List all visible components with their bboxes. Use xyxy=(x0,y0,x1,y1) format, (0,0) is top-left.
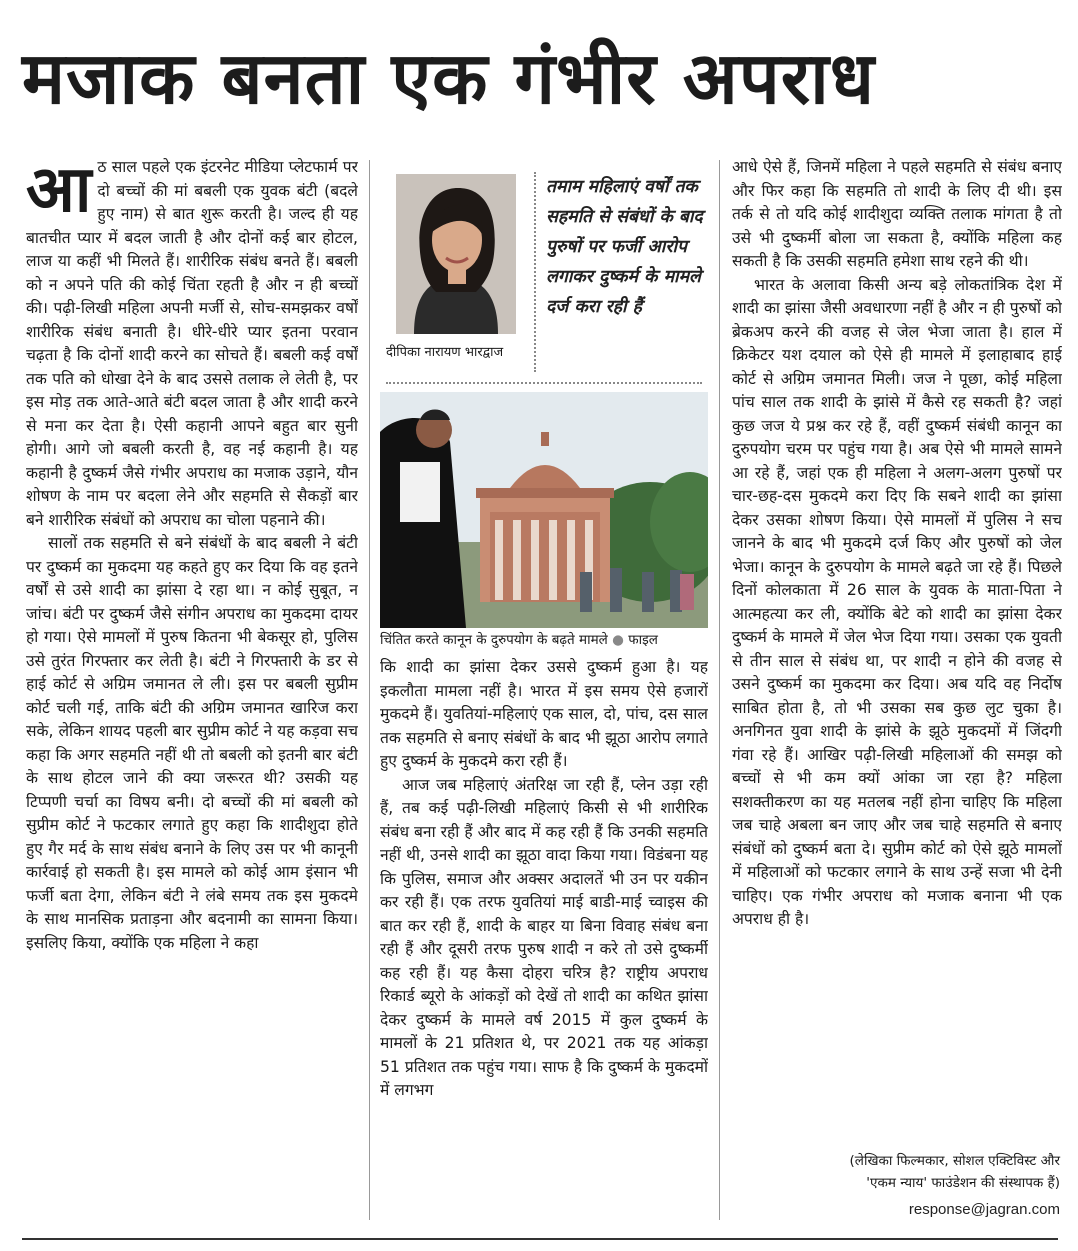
article-paragraph: कि शादी का झांसा देकर उससे दुष्कर्म हुआ है। यह इकलौता मामला नहीं है। भारत में इस समय ऐसे हजारों मुकदमे हैं। युवतियां-महिलाएं एक साल, दो, पांच, दस साल तक सहमति से बनाए संबंधों के बाद भी झूठा आरोप लगाते हुए दुष्कर्म के मुकदमे करा रही हैं। xyxy=(380,658,708,770)
byline-line-1: (लेखिका फिल्मकार, सोशल एक्टिविस्ट और xyxy=(849,1153,1060,1169)
bullet-icon: ● xyxy=(612,632,624,648)
article-column-3 xyxy=(732,156,1062,1196)
portrait-image xyxy=(396,174,516,334)
author-portrait xyxy=(396,174,516,334)
pullquote-box xyxy=(386,168,702,384)
article-paragraph: आठ साल पहले एक इंटरनेट मीडिया प्लेटफार्म पर दो बच्चों की मां बबली एक युवक बंटी (बदले हुए नाम) से बात शुरू करती है। जल्द ही यह बातचीत प्यार में बदल जाती है और दोनों कई बार होटल, लाज या कहीं भी मिलते हैं। शारीरिक संबंध बनते हैं। बबली को न अपने पति की कोई चिंता रहती है और न ही बच्चों की। पढ़ी-लिखी महिला अपनी मर्जी से, सोच-समझकर वर्षों शारीरिक संबंध बनाती है। धीरे-धीरे प्यार इतना परवान चढ़ता है कि दोनों शादी करने का सोचते हैं। बबली कई वर्षों तक पति को धोखा देने के बाद उससे तलाक ले लेती है, पर इस मोड़ तक आते-आते बंटी बदल जाता है और शादी करने से मना कर देता है। ऐसी कहानी आपने बहुत बार सुनी होगी। आगे जो बबली करती है, वह नई कहानी है। यह कहानी है दुष्कर्म जैसे गंभीर अपराध का मजाक उड़ाने, यौन शोषण के नाम पर बदला लेने और सहमति से सैकड़ों बार बने शारीरिक संबंधों को अपराध का चोला पहनाने की। xyxy=(26,156,358,529)
article-photo xyxy=(380,392,708,628)
column-divider xyxy=(719,160,720,1220)
photo-caption xyxy=(380,630,708,650)
portrait-caption: दीपिका नारायण भारद्वाज xyxy=(386,345,504,360)
article-paragraph: आज जब महिलाएं अंतरिक्ष जा रही हैं, प्लेन उड़ा रही हैं, तब कई पढ़ी-लिखी महिलाएं किसी से भी शारीरिक संबंध बना रही हैं और बाद में कह रही हैं कि उनकी सहमति नहीं थी, उनसे शादी का झूठा वादा किया गया। विडंबना यह कि पुलिस, समाज और अक्सर अदालतें भी उन पर यकीन कर रही हैं। एक तरफ युवतियां माई बाडी-माई च्वाइस की बात कर रही हैं, शादी के बाहर या बिना विवाह संबंध बना रही हैं और दूसरी तरफ पुरुष शादी न करे तो उसे दुष्कर्मी कह रही हैं। यह कैसा दोहरा चरित्र है? राष्ट्रीय अपराध रिकार्ड ब्यूरो के आंकड़ों को देखें तो शादी का कथित झांसा देकर दुष्कर्म के मामले वर्ष 2015 में कुल दुष्कर्म के मामलों के 21 प्रतिशत थे, पर 2021 तक यह आंकड़ा 51 प्रतिशत तक पहुंच गया। साफ है कि दुष्कर्म के मुकदमों में लगभग xyxy=(380,775,708,1099)
article-column-2 xyxy=(380,656,708,1222)
article-paragraph: सालों तक सहमति से बने संबंधों के बाद बबली ने बंटी पर दुष्कर्म का मुकदमा यह कहते हुए कर दिया कि वह इतने वर्षों से उसे शादी का झांसा दे रहा था। न कोई सुबूत, न जांच। बंटी पर दुष्कर्म जैसे संगीन अपराध का मुकदमा दायर हो गया। ऐसे मामलों में पुरुष कितना भी बेकसूर हो, पुलिस उसे तुरंत गिरफ्तार कर लेती है। बंटी ने गिरफ्तारी के डर से हाई कोर्ट से अग्रिम जमानत ले ली। इस पर बबली सुप्रीम कोर्ट चली गई, ताकि बंटी की अग्रिम जमानत खारिज करा सके, लेकिन शायद पहली बार सुप्रीम कोर्ट ने यह कड़वा सच कहा कि अगर सहमति नहीं थी तो बबली को इतनी बार बंटी के साथ होटल जाने की क्या जरूरत थी? उसकी यह टिप्पणी चर्चा का विषय बनी। दो बच्चों की मां बबली को सुप्रीम कोर्ट ने फटकार लगाते हुए कहा कि शादीशुदा होते हुए गैर मर्द के साथ संबंध बनाने के लिए उस पर भी कानूनी कार्रवाई हो सकती है। इस मामले को कोई आम इंसान भी फर्जी बता देगा, लेकिन बंटी ने लंबे समय तक इस मुकदमे के साथ मानसिक प्रताड़ना और बदनामी का सामना किया। इसलिए किया, क्योंकि एक महिला ने कहा xyxy=(26,534,358,952)
supreme-court-photo xyxy=(380,392,708,628)
response-email: response@jagran.com xyxy=(908,1201,1060,1218)
byline-line-2: 'एकम न्याय' फाउंडेशन की संस्थापक हैं) xyxy=(866,1175,1060,1191)
drop-cap: आ xyxy=(26,156,92,227)
article-paragraph: भारत के अलावा किसी अन्य बड़े लोकतांत्रिक देश में शादी का झांसा जैसी अवधारणा नहीं है और न ही पुरुषों को ब्रेकअप करने की वजह से जेल भेजा जाता है। हाल में क्रिकेटर यश दयाल को ऐसे ही मामले में इलाहाबाद हाई कोर्ट से अग्रिम जमानत मिली। जज ने पूछा, कोई महिला पांच साल तक शादी के झांसे में कैसे रह सकती है? जहां कुछ जज ये प्रश्न कर रहे हैं, वहीं दुष्कर्म संबंधी कानून का दुरुपयोग चरम पर पहुंच गया है। अब ऐसे भी मामले सामने आ रहे हैं, जहां एक ही महिला ने अलग-अलग पुरुषों पर चार-छह-दस मुकदमे करा दिए कि सबने शादी का झांसा देकर उसका शोषण किया। ऐसे मामलों में पुलिस ने सच जानने के बाद भी मुकदमे दर्ज किए और पुरुषों को जेल भेजा। कानून के दुरुपयोग के मामले बढ़ते जा रहे हैं। पिछले दिनों कोलकाता में 26 साल के युवक के माता-पिता ने आत्महत्या कर ली, क्योंकि बेटे को शादी का झांसा देकर दुष्कर्म के मामले में जेल भेज दिया गया। उसका एक युवती से तीन साल से संबंध था, पर शादी न होने की वजह से उसने दुष्कर्म का मुकदमा कर दिया। अब यदि वह निर्दोष साबित होता है, तो भी उसका सब कुछ लुट चुका है। अनगिनत युवा शादी के झांसे के झूठे मुकदमों में जिंदगी गंवा रहे हैं। आखिर पढ़ी-लिखी महिलाओं की समझ को बच्चों से भी कम क्यों आंका जा रहा है? महिला सशक्तीकरण का यह मतलब नहीं होना चाहिए कि महिला जब चाहे अबला बन जाए और जब चाहे सहमति से बनाए संबंधों को दुष्कर्म बता दे। सुप्रीम कोर्ट को ऐसे झूठे मामलों में महिलाओं को फटकार लगाने के साथ उन्हें सजा भी देनी चाहिए। एक गंभीर अपराध को मजाक बनाना भी एक अपराध ही है। xyxy=(732,275,1062,928)
photo-caption-text: चिंतित करते कानून के दुरुपयोग के बढ़ते मामले xyxy=(380,632,608,648)
author-byline xyxy=(732,1150,1060,1194)
pullquote-text: तमाम महिलाएं वर्षों तक सहमति से संबंधों के बाद पुरुषों पर फर्जी आरोप लगाकर दुष्कर्म के मामले दर्ज करा रही हैं xyxy=(546,177,703,317)
column-divider xyxy=(369,160,370,1220)
headline: मजाक बनता एक गंभीर अपराध xyxy=(22,36,876,120)
bottom-rule xyxy=(22,1238,1058,1240)
pullquote-divider xyxy=(534,172,536,372)
photo-credit: फाइल xyxy=(628,632,658,648)
article-paragraph: आधे ऐसे हैं, जिनमें महिला ने पहले सहमति से संबंध बनाए और फिर कहा कि सहमति तो शादी के लिए दी थी। इस तर्क से तो यदि कोई शादीशुदा व्यक्ति तलाक मांगता है तो उसे भी दुष्कर्मी बोला जा सकता है, क्योंकि महिला कह सकती है कि उसकी सहमति हमेशा साथ रहने की थी। xyxy=(732,158,1062,270)
article-column-1 xyxy=(26,156,358,1222)
